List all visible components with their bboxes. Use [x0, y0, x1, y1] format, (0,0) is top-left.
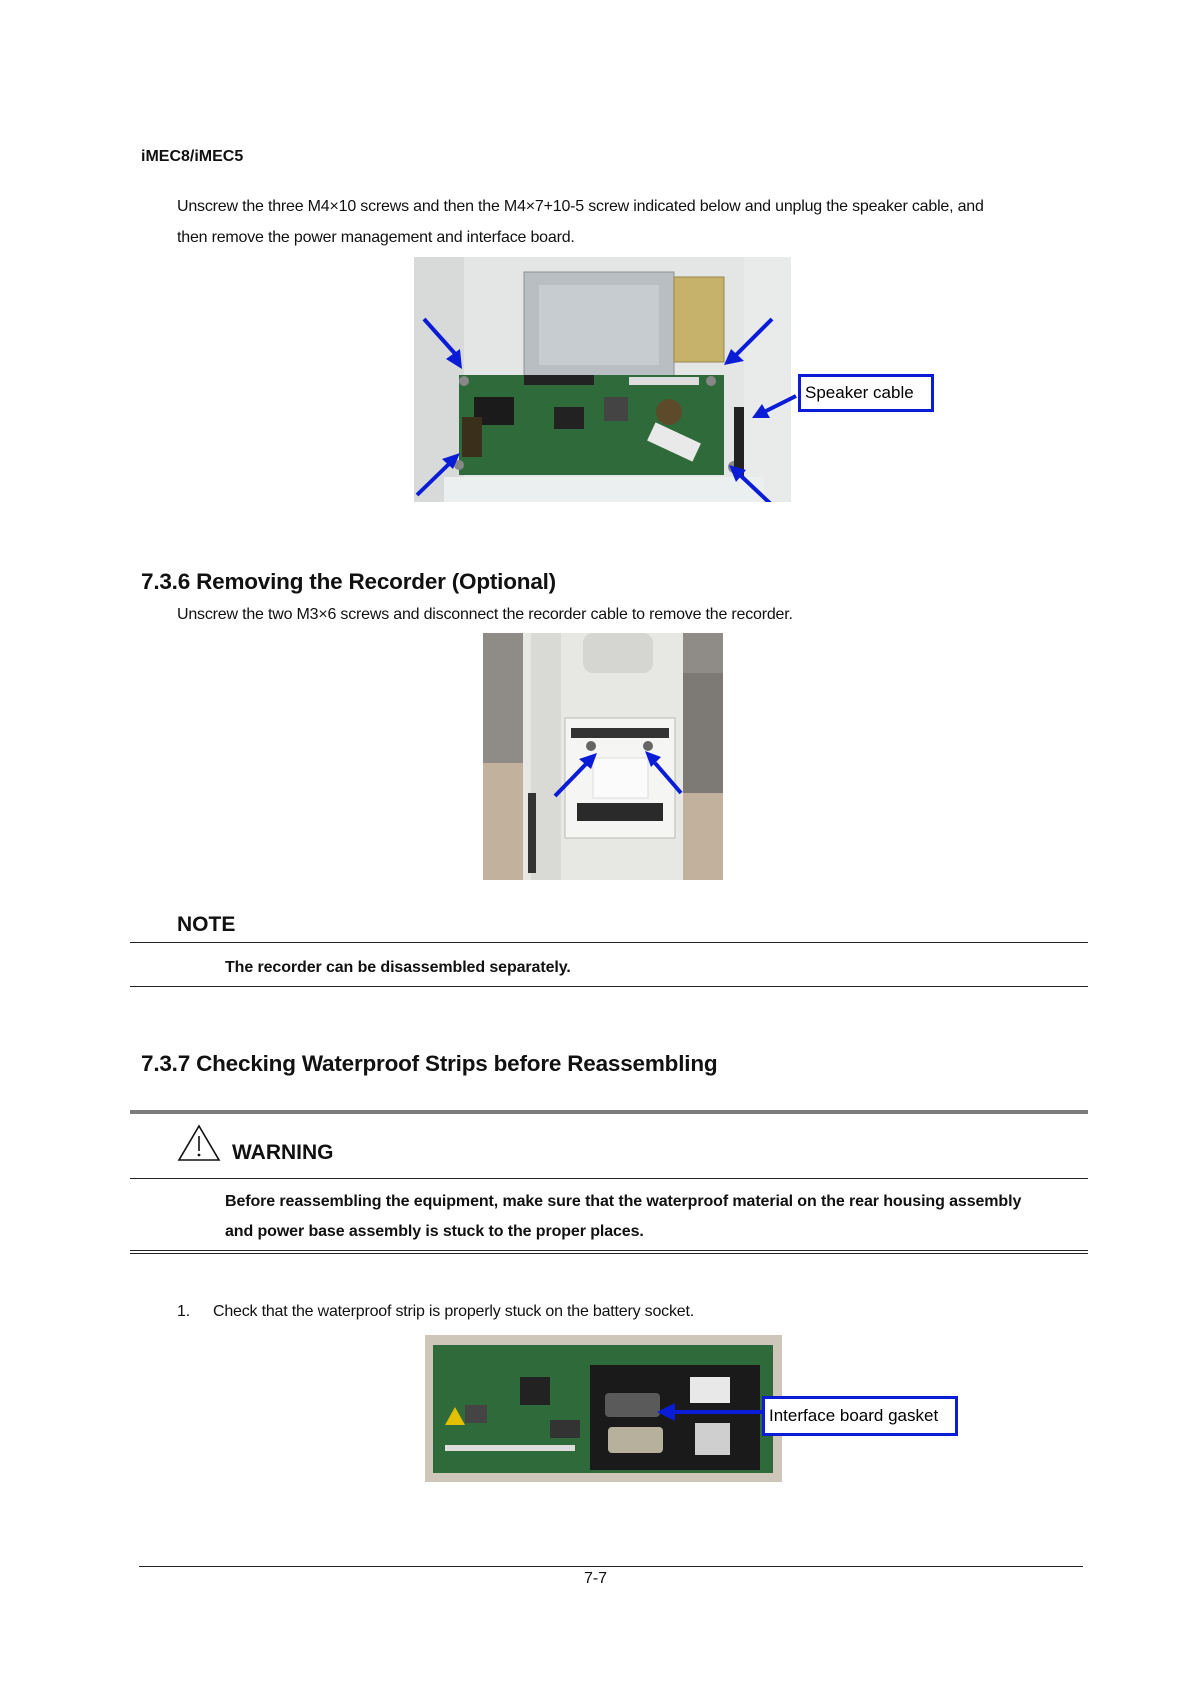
interface-board-gasket-callout: Interface board gasket — [762, 1396, 958, 1436]
power-board-photo — [414, 257, 791, 502]
section-7-3-6-text: Unscrew the two M3×6 screws and disconnect the recorder cable to remove the recorder. — [177, 606, 793, 623]
warning-bottom-rule — [130, 1250, 1088, 1254]
note-bottom-rule — [130, 986, 1088, 987]
page-number: 7-7 — [583, 1570, 608, 1587]
step-1-text: Check that the waterproof strip is properly stuck on the battery socket. — [213, 1303, 694, 1320]
warning-line-1: Before reassembling the equipment, make sure that the waterproof material on the rear housing assembly — [225, 1193, 1022, 1210]
subheading-model: iMEC8/iMEC5 — [141, 148, 244, 165]
intro-line-2: then remove the power management and interface board. — [177, 229, 575, 246]
speaker-cable-callout: Speaker cable — [798, 374, 934, 412]
gasket-arrow-icon — [655, 1402, 765, 1422]
warning-mid-rule — [130, 1178, 1088, 1179]
warning-label: WARNING — [232, 1141, 334, 1164]
intro-line-1: Unscrew the three M4×10 screws and then the M4×7+10-5 screw indicated below and unplug the speaker cable, and — [177, 198, 984, 215]
section-heading-7-3-6: 7.3.6 Removing the Recorder (Optional) — [141, 569, 556, 594]
speaker-cable-arrow-icon — [750, 392, 800, 422]
warning-line-2: and power base assembly is stuck to the proper places. — [225, 1223, 644, 1240]
warning-top-bar — [130, 1110, 1088, 1114]
warning-text — [225, 1187, 1095, 1247]
warning-triangle-icon — [177, 1124, 221, 1162]
footer-rule — [139, 1566, 1083, 1567]
recorder-photo — [483, 633, 723, 880]
note-label: NOTE — [177, 913, 236, 936]
section-heading-7-3-7: 7.3.7 Checking Waterproof Strips before Reassembling — [141, 1051, 718, 1076]
note-top-rule — [130, 942, 1088, 943]
step-1-number: 1. — [177, 1303, 190, 1320]
note-text: The recorder can be disassembled separately. — [225, 959, 571, 976]
intro-paragraph — [177, 191, 1097, 253]
